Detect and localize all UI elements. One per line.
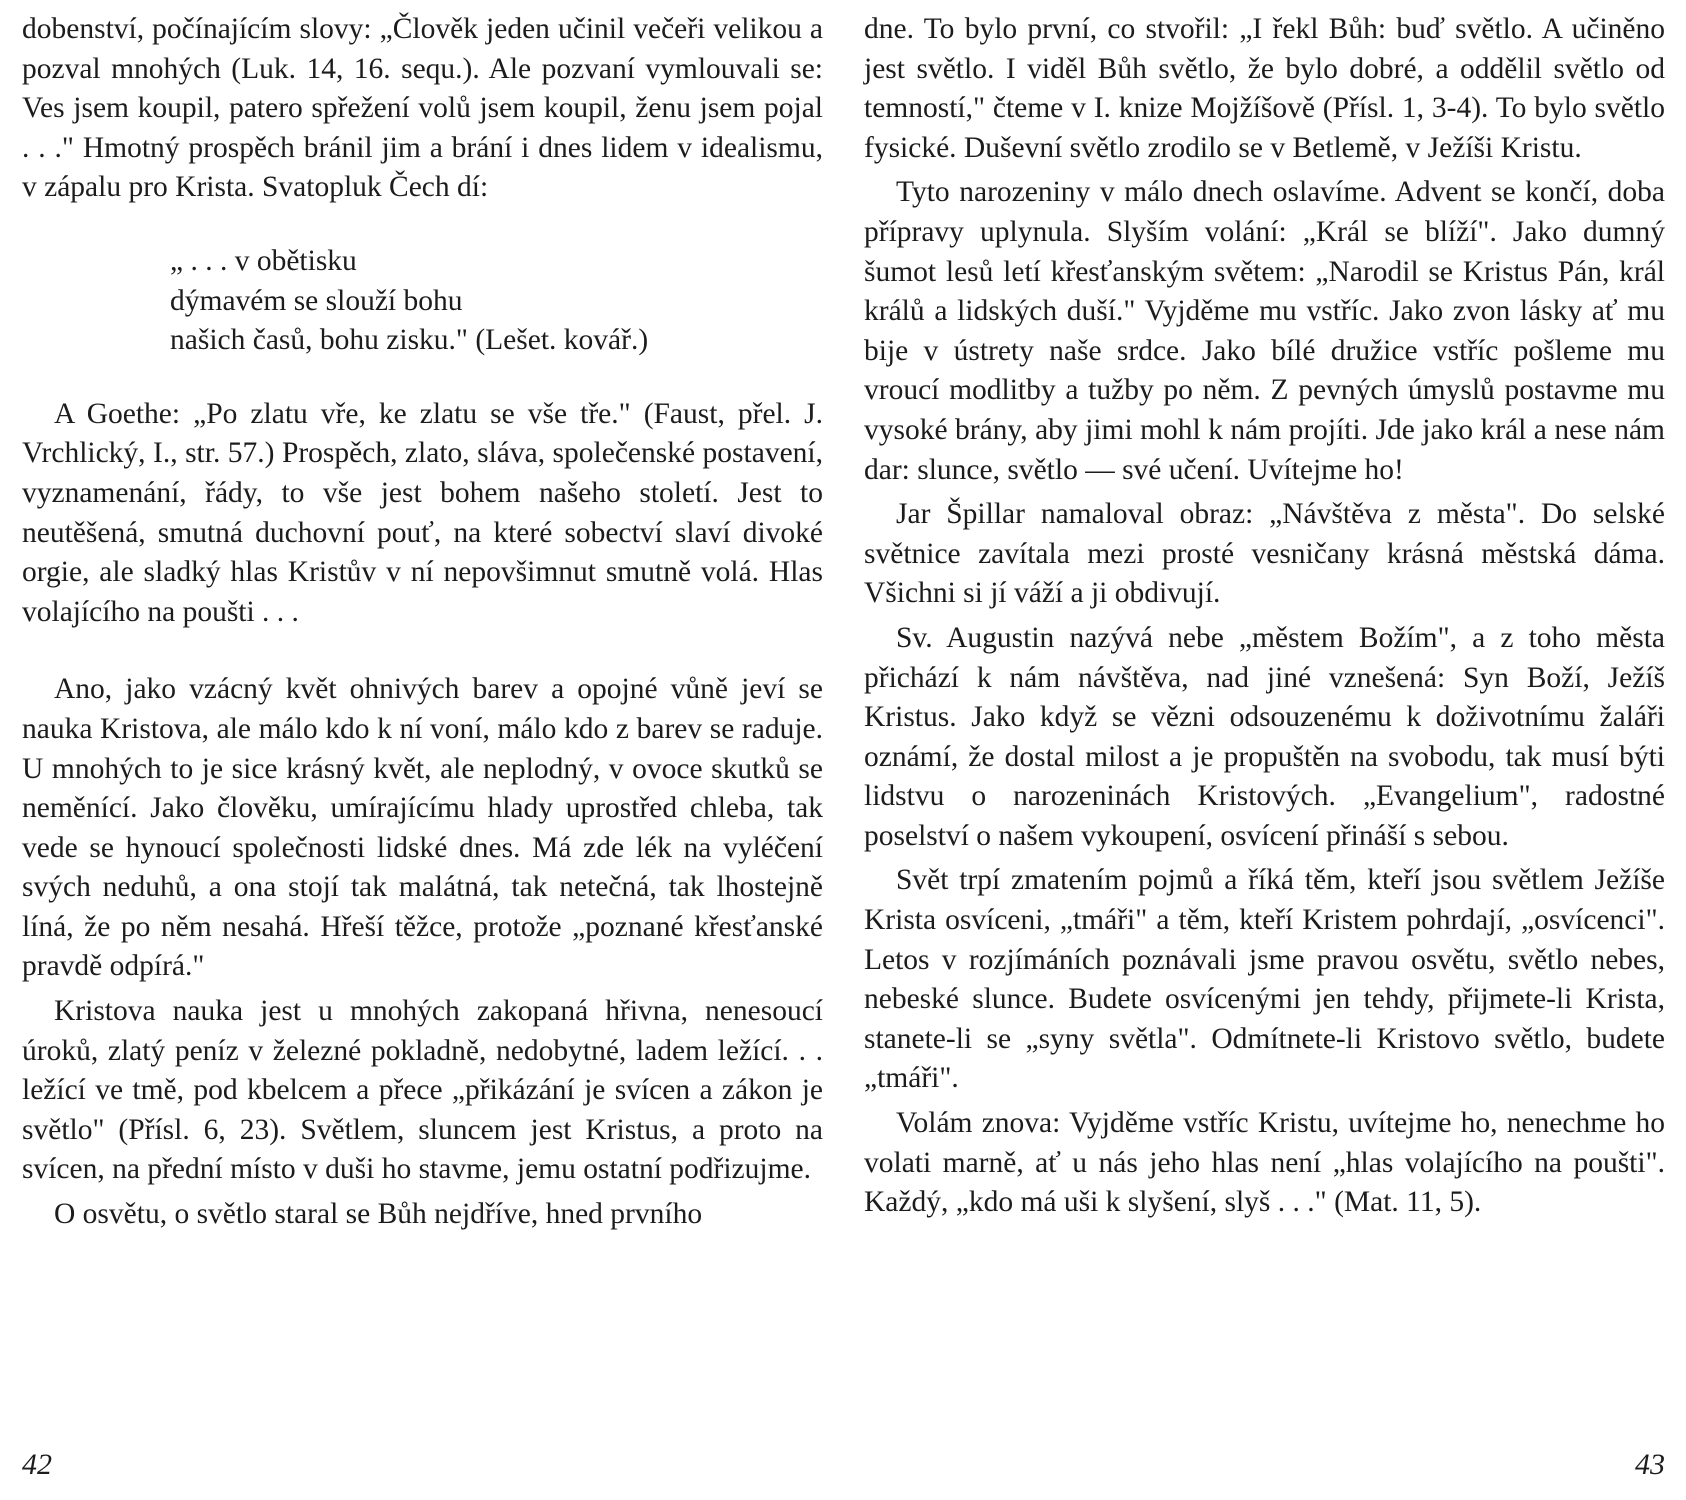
verse-quote bbox=[170, 242, 823, 361]
paragraph: Sv. Augustin nazývá nebe „městem Božím", a z toho města přichází k nám návštěva, nad jiné vznešená: Syn Boží, Ježíš Kristus. Jako když se vězni odsouzenému k doživotnímu žaláři oznámí, že dostal milost a je propuštěn na svobodu, tak musí býti lidstvu o narozeninách Kristových. „Evangelium", radostné poselství o našem vykoupení, osvícení přináší s sebou. bbox=[864, 621, 1665, 852]
verse-line: našich časů, bohu zisku." (Lešet. kovář.) bbox=[170, 324, 649, 357]
page-number-right: 43 bbox=[1635, 1448, 1665, 1481]
paragraph: dne. To bylo první, co stvořil: „I řekl Bůh: buď světlo. A učiněno jest světlo. I viděl Bůh světlo, že bylo dobré, a oddělil světlo od temností," čteme v I. knize Mojžíšově (Přísl. 1, 3-4). To bylo světlo fysické. Duševní světlo zrodilo se v Betlemě, v Ježíši Kristu. bbox=[864, 13, 1665, 164]
verse-line: dýmavém se slouží bohu bbox=[170, 284, 463, 317]
paragraph: Tyto narozeniny v málo dnech oslavíme. Advent se končí, doba přípravy uplynula. Slyším volání: „Král se blíží". Jako dumný šumot lesů letí křesťanským světem: „Narodil se Kristus Pán, král králů a lidských duší." Vyjděme mu vstříc. Jako zvon lásky ať mu bije v ústrety naše srdce. Jako bílé družice vstříc pošleme mu vroucí modlitby a tužby po něm. Z pevných úmyslů postavme mu vysoké brány, aby jimi mohl k nám projíti. Jde jako král a nese nám dar: slunce, světlo — své učení. Uvítejme ho! bbox=[864, 176, 1665, 486]
paragraph: Jar Špillar namaloval obraz: „Návštěva z města". Do selské světnice zavítala mezi prosté vesničany krásná městská dáma. Všichni si jí váží a ji obdivují. bbox=[864, 498, 1665, 610]
right-page-text bbox=[864, 10, 1665, 1228]
verse-line: „ . . . v obětisku bbox=[170, 244, 357, 277]
left-page-text bbox=[22, 10, 823, 1240]
page-number-left: 42 bbox=[22, 1448, 52, 1481]
paragraph: O osvětu, o světlo staral se Bůh nejdříve, hned prvního bbox=[54, 1198, 703, 1231]
paragraph: Volám znova: Vyjděme vstříc Kristu, uvítejme ho, nenechme ho volati marně, ať u nás jeho hlas není „hlas volajícího na poušti". Každý, „kdo má uši k slyšení, slyš . . ." (Mat. 11, 5). bbox=[864, 1107, 1665, 1219]
paragraph: A Goethe: „Po zlatu vře, ke zlatu se vše tře." (Faust, přel. J. Vrchlický, I., str. 57.) Prospěch, zlato, sláva, společenské postavení, vyznamenání, řády, to vše jest bohem našeho století. Jest to neutěšená, smutná duchovní pouť, na které sobectví slaví divoké orgie, ale sladký hlas Kristův v ní nepovšimnut smutně volá. Hlas volajícího na poušti . . . bbox=[22, 397, 823, 628]
paragraph: Kristova nauka jest u mnohých zakopaná hřivna, nenesoucí úroků, zlatý peníz v železné pokladně, nedobytné, ladem ležící. . . ležící ve tmě, pod kbelcem a přece „přikázání je svícen a zákon je světlo" (Přísl. 6, 23). Světlem, sluncem jest Kristus, a proto na svícen, na přední místo v duši ho stavme, jemu ostatní podřizujme. bbox=[22, 995, 823, 1186]
paragraph: Svět trpí zmatením pojmů a říká těm, kteří jsou světlem Ježíše Krista osvíceni, „tmáři" a těm, kteří Kristem pohrdají, „osvícenci". Letos v rozjímáních poznávali jsme pravou osvětu, světlo nebes, nebeské slunce. Budete osvícenými jen tehdy, přijmete-li Krista, stanete-li se „syny světla". Odmítnete-li Kristovo světlo, budete „tmáři". bbox=[864, 864, 1665, 1095]
paragraph: Ano, jako vzácný květ ohnivých barev a opojné vůně jeví se nauka Kristova, ale málo kdo k ní voní, málo kdo z barev se raduje. U mnohých to je sice krásný květ, ale neplodný, v ovoce skutků se neměnící. Jako člověku, umírajícímu hlady uprostřed chleba, tak vede se hynoucí společnosti lidské dnes. Má zde lék na vyléčení svých neduhů, a ona stojí tak malátná, tak netečná, tak lhostejně líná, že po něm nesahá. Hřeší těžce, protože „poznané křesťanské pravdě odpírá." bbox=[22, 673, 823, 983]
paragraph: dobenství, počínajícím slovy: „Člověk jeden učinil večeři velikou a pozval mnohých (Luk. 14, 16. sequ.). Ale pozvaní vymlouvali se: Ves jsem koupil, patero spřežení volů jsem koupil, ženu jsem pojal . . ." Hmotný prospěch bránil jim a brání i dnes lidem v idealismu, v zápalu pro Krista. Svatopluk Čech dí: bbox=[22, 13, 823, 204]
